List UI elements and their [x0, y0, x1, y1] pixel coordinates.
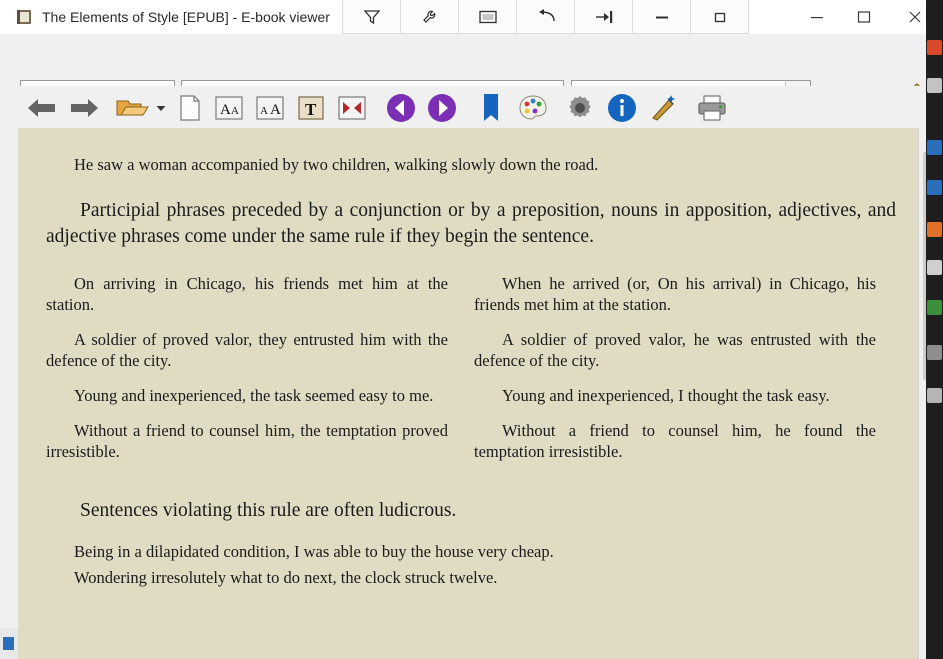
gear-icon[interactable]: [561, 90, 599, 126]
magic-wand-icon[interactable]: [644, 90, 682, 126]
paragraph-lead: He saw a woman accompanied by two children, walking slowly down the road.: [74, 155, 599, 174]
restore-tab-button[interactable]: [691, 0, 749, 34]
rail-icon-4[interactable]: [927, 180, 942, 195]
paragraph-final-1: Being in a dilapidated condition, I was able to buy the house very cheap.: [74, 542, 554, 562]
title-bar: [0, 0, 943, 35]
document-area: [0, 128, 943, 659]
minimize-button[interactable]: [793, 0, 840, 33]
page-icon[interactable]: [172, 90, 208, 126]
left-margin-strip: [0, 128, 19, 659]
example-right-4: Without a friend to counsel him, he found the temptation irresistible.: [474, 421, 876, 462]
preferences-button[interactable]: [401, 0, 459, 34]
back-button[interactable]: [22, 90, 62, 126]
example-left-3: Young and inexperienced, the task seemed easy to me.: [74, 385, 434, 405]
paragraph-final-2: Wondering irresolutely what to do next, the clock struck twelve.: [74, 567, 498, 587]
open-folder-icon[interactable]: [112, 90, 152, 126]
window-title: The Elements of Style [EPUB] - E-book viewer: [42, 9, 330, 25]
rail-icon-9[interactable]: [927, 388, 942, 403]
page-content: [46, 138, 896, 588]
rail-icon-5[interactable]: [927, 222, 942, 237]
rail-icon-8[interactable]: [927, 345, 942, 360]
desktop-sidebar: [926, 0, 943, 659]
window-controls: [793, 0, 943, 33]
example-right-2: A soldier of proved valor, he was entrusted with the defence of the city.: [474, 329, 876, 370]
forward-history-button[interactable]: [575, 0, 633, 34]
rail-icon-3[interactable]: [927, 140, 942, 155]
svg-text:A: A: [220, 102, 231, 118]
palette-icon[interactable]: [514, 90, 552, 126]
toc-button[interactable]: [342, 0, 401, 34]
example-left-4: Without a friend to counsel him, the temptation proved irresistible.: [46, 421, 448, 462]
fullscreen-button[interactable]: [459, 0, 517, 34]
example-right-1: When he arrived (or, On his arrival) in Chicago, his friends met him at the station.: [474, 273, 876, 314]
circle-right-arrow-icon[interactable]: [423, 90, 461, 126]
title-command-strip: [342, 0, 749, 33]
examples-table: [46, 251, 896, 477]
open-book-dropdown[interactable]: [152, 90, 170, 126]
example-right-3: Young and inexperienced, I thought the task easy.: [502, 385, 830, 405]
circle-left-arrow-icon[interactable]: [382, 90, 420, 126]
rail-icon-6[interactable]: [927, 260, 942, 275]
forward-button[interactable]: [64, 90, 104, 126]
printer-icon[interactable]: [693, 90, 731, 126]
bookmark-icon[interactable]: [473, 90, 509, 126]
font-smaller-icon[interactable]: [251, 90, 289, 126]
rail-icon-1[interactable]: [927, 40, 942, 55]
svg-text:T: T: [305, 100, 317, 119]
rail-icon-7[interactable]: [927, 300, 942, 315]
taskbar-app-icon[interactable]: [3, 637, 14, 650]
T-icon[interactable]: [293, 90, 329, 126]
paragraph-sentences-note: Sentences violating this rule are often ludicrous.: [80, 500, 457, 522]
expand-arrows-icon[interactable]: [333, 90, 371, 126]
svg-text:A: A: [270, 102, 281, 118]
book-icon: [16, 8, 34, 26]
examples-column-right: [474, 273, 876, 477]
rail-icon-2[interactable]: [927, 78, 942, 93]
svg-text:A: A: [260, 105, 268, 117]
book-page[interactable]: [18, 128, 918, 659]
font-bigger-icon[interactable]: [210, 90, 248, 126]
navigation-row: [0, 34, 943, 86]
maximize-button[interactable]: [840, 0, 887, 33]
info-icon[interactable]: [603, 90, 641, 126]
minimize-tab-button[interactable]: [633, 0, 691, 34]
example-left-1: On arriving in Chicago, his friends met him at the station.: [46, 273, 448, 314]
main-toolbar: [0, 86, 943, 129]
svg-text:A: A: [231, 105, 239, 117]
back-history-button[interactable]: [517, 0, 575, 34]
paragraph-rule: Participial phrases preceded by a conjunction or by a preposition, nouns in apposition, adjectives, and adjective phrases come under the same rule if they begin the sentence.: [46, 200, 896, 248]
examples-column-left: [46, 273, 448, 477]
example-left-2: A soldier of proved valor, they entrusted him with the defence of the city.: [46, 329, 448, 370]
